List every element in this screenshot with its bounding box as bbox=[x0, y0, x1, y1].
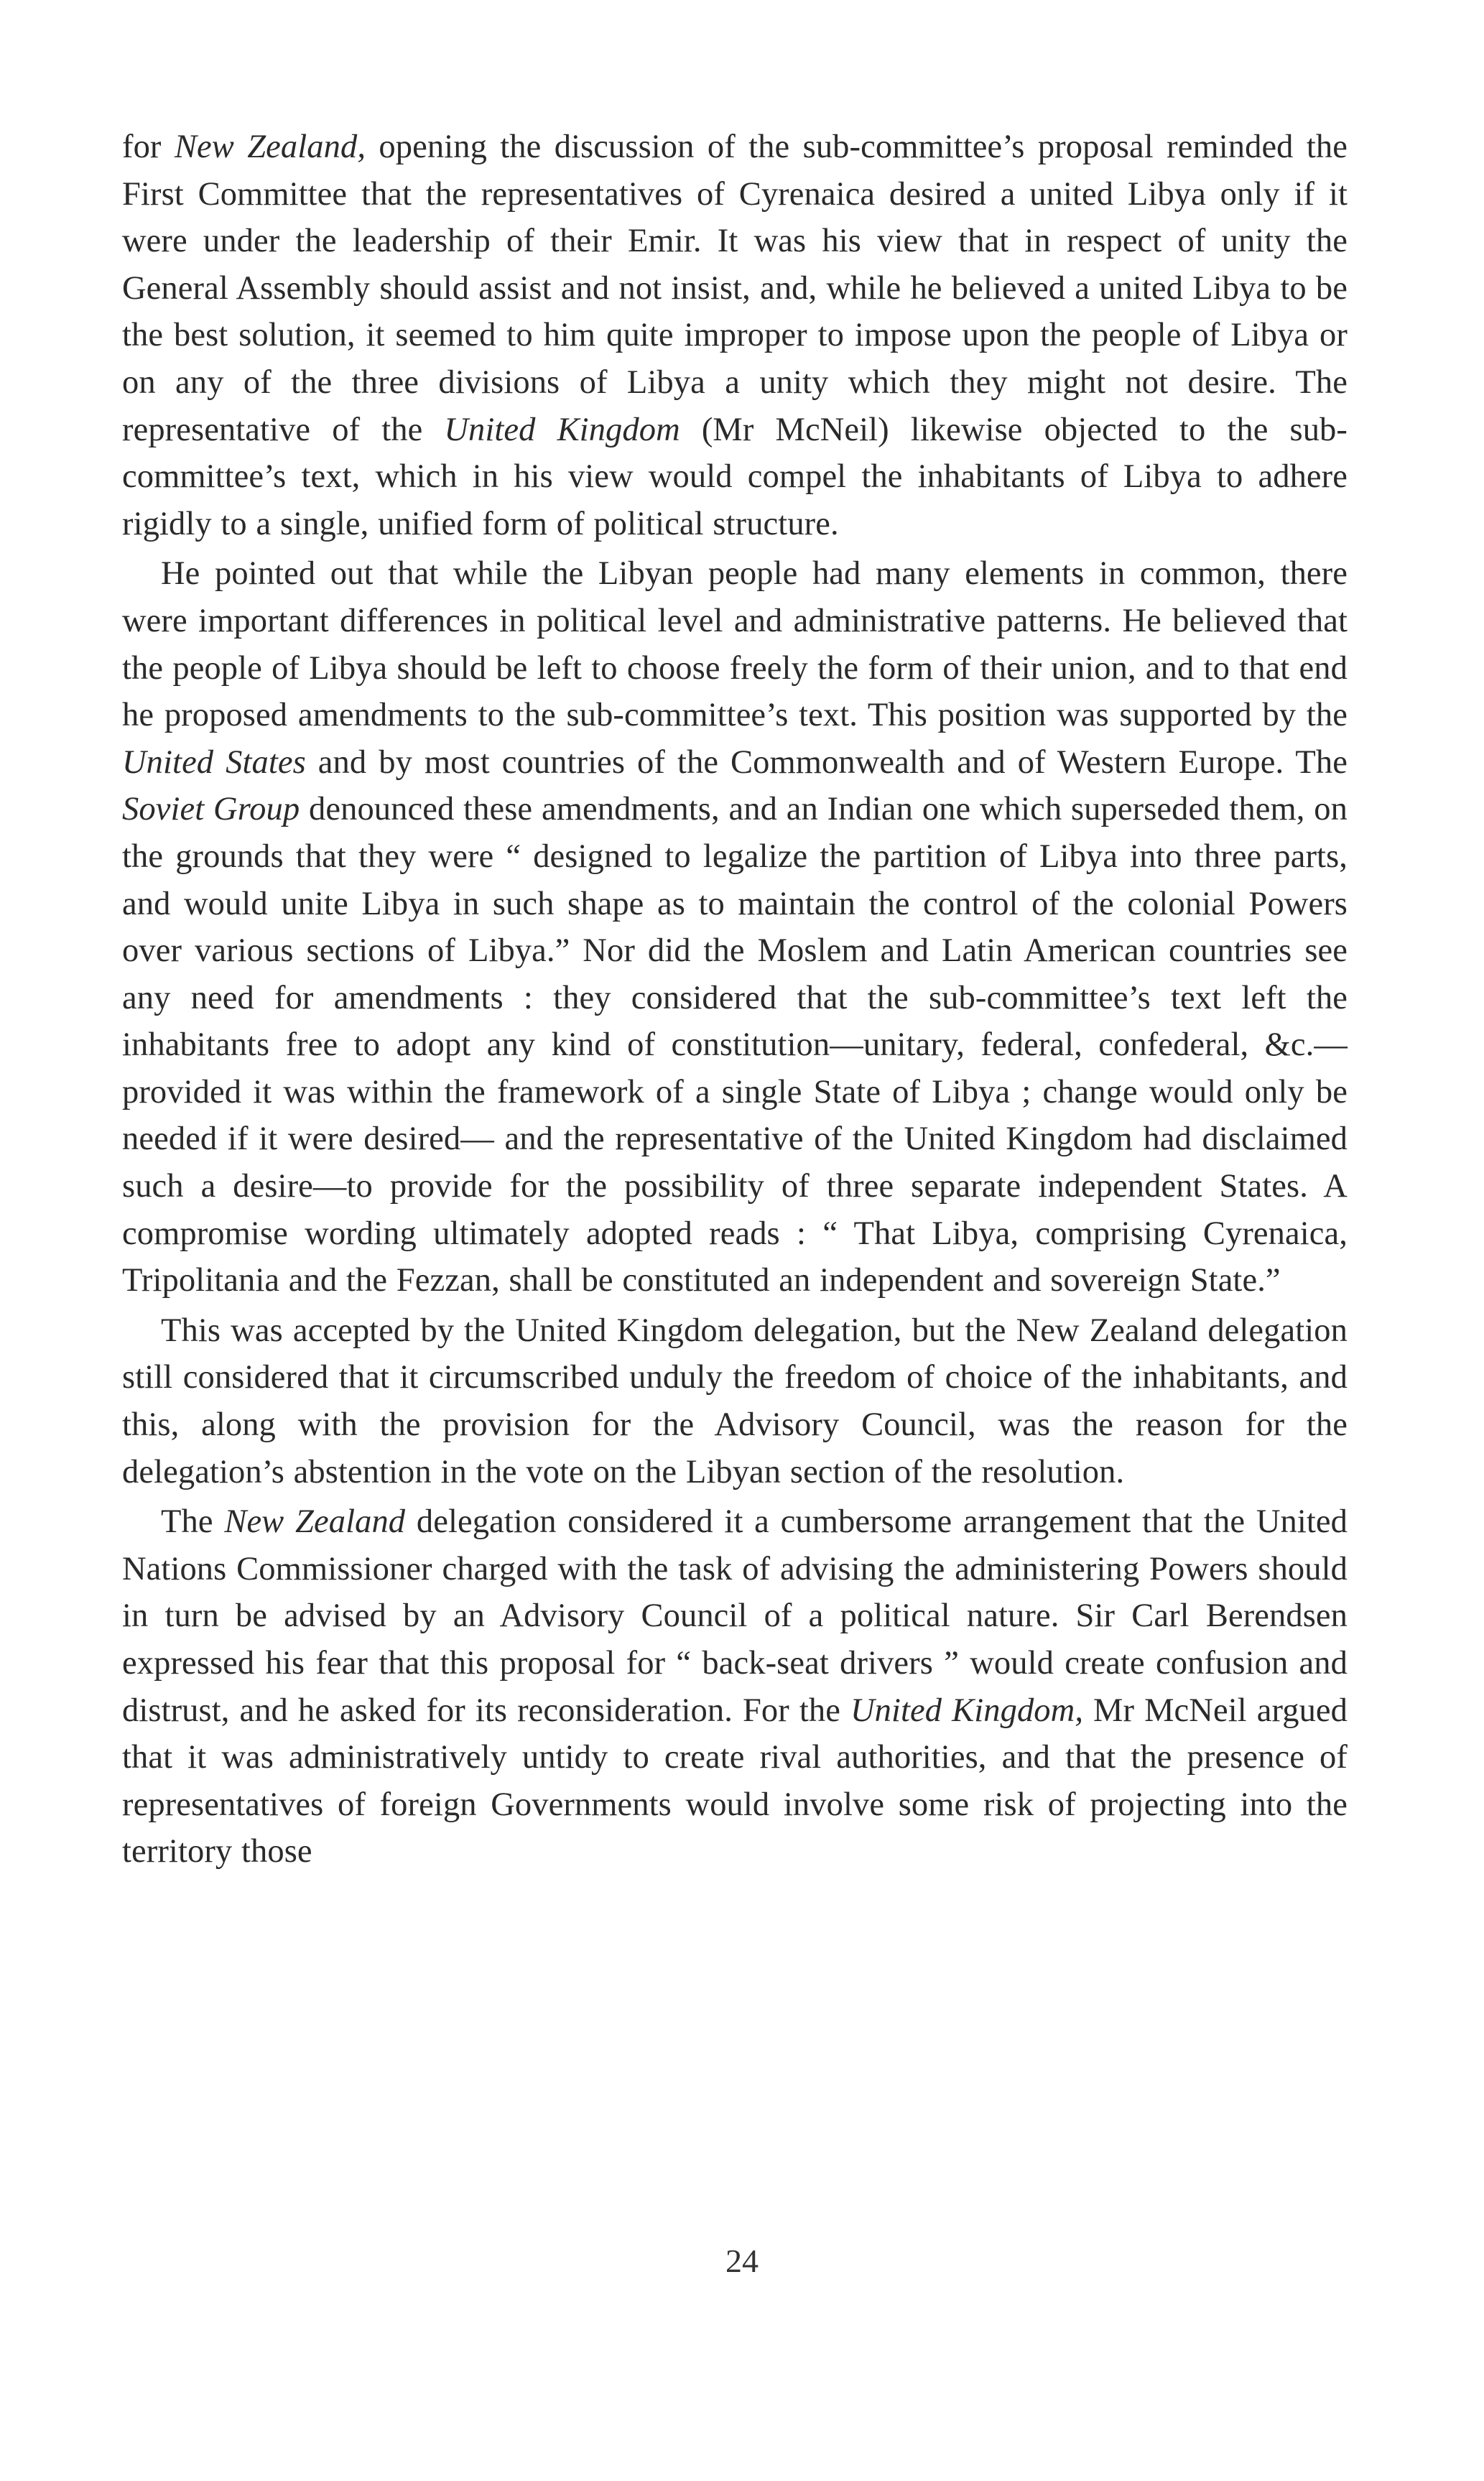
text-segment: The bbox=[161, 1503, 225, 1541]
paragraph-4 bbox=[122, 1498, 1348, 1875]
text-segment: Mr McNeil argued that it was administratively untidy to create rival authorities, and that the presence of representatives of foreign Governments would involve some risk of projecting into the territory those bbox=[122, 1692, 1348, 1870]
text-segment: opening the discussion of the sub-committee’s proposal reminded the First Committee that the representatives of Cyrenaica desired a united Libya only if it were under the leadership of their Emir. It was his view that in respect of unity the General Assembly should assist and not insist, and, while he believed a united Libya to be the best solution, it seemed to him quite improper to impose upon the people of Libya or on any of the three divisions of Libya a unity which they might not desire. The representative of the bbox=[122, 129, 1348, 448]
text-segment: delegation considered it a cumbersome arrangement that the United Nations Commissioner charged with the task of advising the administering Powers should in turn be advised by an Advisory Council of a political nature. Sir Carl Berendsen expressed his fear that this proposal for “ back-seat drivers ” would create confusion and distrust, and he asked for its reconsideration. For the bbox=[122, 1503, 1348, 1729]
italic-segment: United States bbox=[122, 743, 306, 781]
italic-segment: New Zealand bbox=[224, 1503, 406, 1541]
page-body bbox=[122, 124, 1348, 1875]
italic-segment: Soviet Group bbox=[122, 791, 300, 828]
paragraph-3 bbox=[122, 1307, 1348, 1495]
italic-segment: New Zealand, bbox=[174, 129, 366, 165]
text-segment: (Mr McNeil) likewise objected to the sub-committee’s text, which in his view would compel the inhabitants of Libya to adhere rigidly to a single, unified form of political structure. bbox=[122, 411, 1348, 542]
text-segment: This was accepted by the United Kingdom delegation, but the New Zealand delegation still considered that it circumscribed unduly the freedom of choice of the inhabitants, and this, along with the provision for the Advisory Council, was the reason for the delegation’s abstention in the vote on the Libyan section of the resolution. bbox=[122, 1312, 1348, 1490]
italic-segment: United Kingdom bbox=[444, 411, 680, 448]
paragraph-1 bbox=[122, 124, 1348, 547]
text-segment: denounced these amendments, and an Indian one which superseded them, on the grounds that they were “ designed to legalize the partition of Libya into three parts, and would unite Libya in such shape as to maintain the control of the colonial Powers over various sections of Libya.” Nor did the Moslem and Latin American countries see any need for amendments : they considered that the sub-committee’s text left the inhabitants free to adopt any kind of constitution—unitary, federal, confederal, &c.—provided it was within the framework of a single State of Libya ; change would only be needed if it were desired— and the representative of the United Kingdom had disclaimed such a desire—to provide for the possibility of three separate independent States. A compromise wording ultimately adopted reads : “ That Libya, comprising Cyrenaica, Tripolitania and the Fezzan, shall be constituted an independent and sovereign State.” bbox=[122, 791, 1348, 1299]
text-segment: He pointed out that while the Libyan people had many elements in common, there were important differences in political level and administrative patterns. He believed that the people of Libya should be left to choose freely the form of their union, and to that end he proposed amendments to the sub-committee’s text. This position was supported by the bbox=[122, 555, 1348, 734]
paragraph-2 bbox=[122, 550, 1348, 1304]
text-segment: and by most countries of the Commonwealth and of Western Europe. The bbox=[305, 743, 1348, 781]
page-number: 24 bbox=[725, 2243, 759, 2279]
italic-segment: United Kingdom, bbox=[850, 1692, 1084, 1729]
text-segment: for bbox=[122, 129, 175, 165]
